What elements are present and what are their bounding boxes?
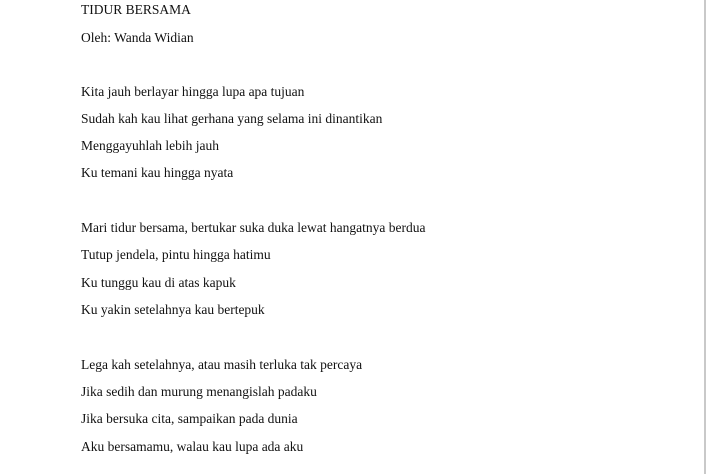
- poem-line: Lega kah setelahnya, atau masih terluka tak percaya: [81, 357, 363, 372]
- poem-line: Ku tunggu kau di atas kapuk: [81, 275, 236, 290]
- poem-line: Jika sedih dan murung menangislah padaku: [81, 384, 317, 399]
- poem-line: Mari tidur bersama, bertukar suka duka lewat hangatnya berdua: [81, 220, 426, 235]
- poem-line: Sudah kah kau lihat gerhana yang selama ini dinantikan: [81, 111, 383, 126]
- poem-line: Aku bersamamu, walau kau lupa ada aku: [81, 439, 304, 454]
- poem-title: TIDUR BERSAMA: [81, 2, 191, 17]
- poem-line: Kita jauh berlayar hingga lupa apa tujuan: [81, 84, 305, 99]
- poem-line: Tutup jendela, pintu hingga hatimu: [81, 247, 271, 262]
- poem-line: Ku temani kau hingga nyata: [81, 165, 234, 180]
- poem-line: Menggayuhlah lebih jauh: [81, 138, 219, 153]
- poem-line: Jika bersuka cita, sampaikan pada dunia: [81, 411, 298, 426]
- poem-author: Oleh: Wanda Widian: [81, 30, 194, 45]
- poem-line: Ku yakin setelahnya kau bertepuk: [81, 302, 265, 317]
